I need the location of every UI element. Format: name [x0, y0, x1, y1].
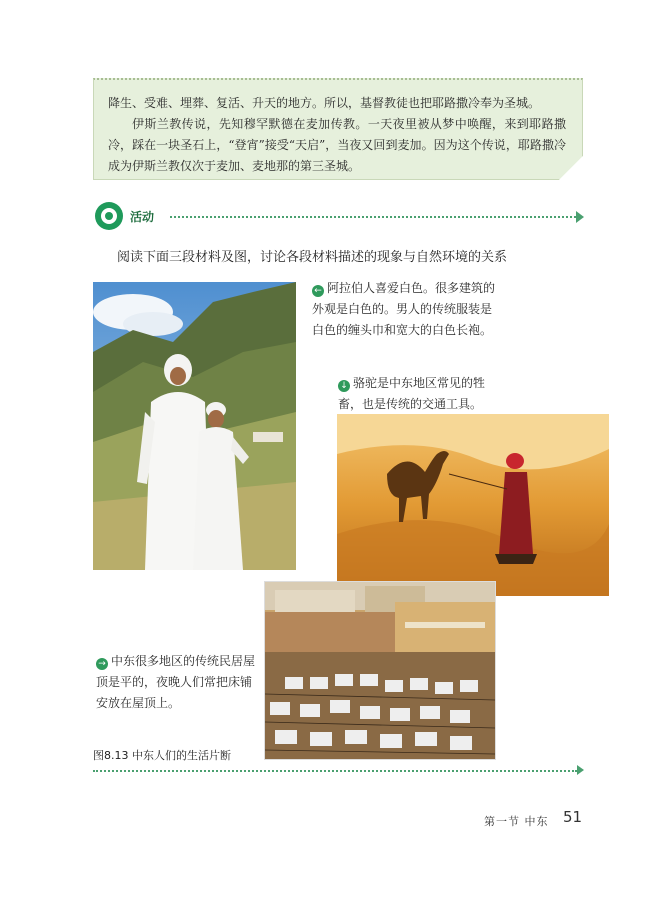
caption-roofs — [96, 651, 256, 714]
photo-arab-men — [93, 282, 296, 570]
textbox-para2: 伊斯兰教传说，先知穆罕默德在麦加传教。一天夜里被从梦中唤醒，来到耶路撒冷，踩在一块圣石上，“登宵”接受“天启”，当夜又回到麦加。因为这个传说，耶路撒冷成为伊斯兰教仅次于麦加、麦地那的第三圣城。 — [108, 117, 566, 173]
caption-arab-clothing — [312, 278, 498, 341]
caption-camel-text: 骆驼是中东地区常见的牲畜，也是传统的交通工具。 — [338, 376, 486, 411]
figure-caption: 图8.13 中东人们的生活片断 — [93, 749, 231, 762]
activity-label: 活动 — [130, 210, 155, 224]
photo-rooftop-beds-svg — [265, 582, 495, 759]
bottom-divider — [93, 770, 577, 772]
photo-rooftop-beds — [264, 581, 496, 760]
arrow-left-icon: ← — [312, 285, 324, 297]
arrow-down-icon: ↓ — [338, 380, 350, 392]
caption-roofs-text: 中东很多地区的传统民居屋顶是平的，夜晚人们常把床铺安放在屋顶上。 — [96, 654, 256, 710]
activity-icon — [95, 202, 123, 230]
footer-section: 第一节 中东 — [484, 815, 549, 828]
context-textbox — [93, 78, 583, 180]
photo-arab-men-svg — [93, 282, 296, 570]
photo-camel-desert — [337, 414, 609, 596]
photo-camel-desert-svg — [337, 414, 609, 596]
caption-camel — [338, 373, 506, 415]
activity-arrow-icon — [576, 211, 584, 223]
bottom-arrow-icon — [577, 765, 584, 775]
arrow-right-icon: → — [96, 658, 108, 670]
page-number: 51 — [563, 808, 583, 826]
caption-arab-clothing-text: 阿拉伯人喜爱白色。很多建筑的外观是白色的。男人的传统服装是白色的缠头巾和宽大的白色长袍。 — [312, 281, 496, 337]
activity-instruction: 阅读下面三段材料及图，讨论各段材料描述的现象与自然环境的关系 — [117, 250, 508, 265]
activity-divider — [170, 216, 576, 218]
textbox-line1: 降生、受难、埋葬、复活、升天的地方。所以，基督教徒也把耶路撒冷奉为圣城。 — [108, 96, 541, 110]
